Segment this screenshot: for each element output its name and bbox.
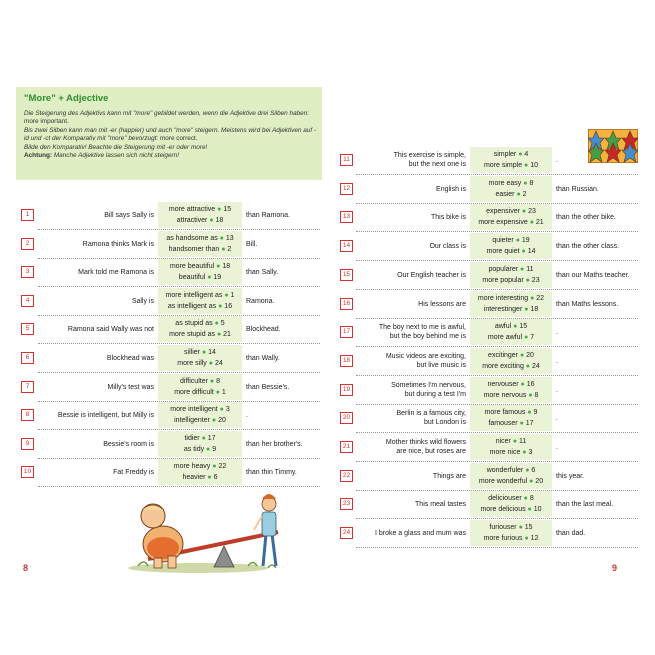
answer-options [470,319,552,345]
row-divider [356,346,638,347]
exercise-row [0,147,655,173]
row-divider [356,231,638,232]
answer-options [470,434,552,460]
option-2[interactable]: more expensive ● 21 [478,219,544,226]
sentence-ending: than Ramona. [246,211,290,219]
option-1[interactable]: awful ● 15 [494,323,528,330]
sentence-ending: than her brother's. [246,440,303,448]
answer-options [470,176,552,202]
exercise-number: 13 [340,211,353,223]
option-1-score: 23 [528,208,536,215]
option-1[interactable]: more easy ● 8 [488,180,534,187]
option-2[interactable]: more furious ● 12 [483,535,539,542]
option-1[interactable]: difficulter ● 8 [180,378,220,385]
option-2-score: 23 [531,277,540,284]
exercise-number: 4 [21,295,34,307]
sentence-ending: than Russian. [556,185,599,193]
option-1[interactable]: more interesting ● 22 [477,295,545,302]
option-2-score: 20 [218,417,226,424]
option-2-score: 19 [213,274,222,281]
option-2[interactable]: more quiet ● 14 [486,248,536,255]
sentence-ending: Blockhead. [246,325,281,333]
option-2-score: 1 [221,389,226,396]
option-1[interactable]: more intelligent as ● 1 [165,292,235,299]
option-1-score: 20 [526,352,534,359]
option-2[interactable]: famouser ● 17 [488,420,534,427]
sentence-text: Bessie's room is [103,440,154,448]
option-1[interactable]: quieter ● 19 [492,237,530,244]
sentence-text: Ramona thinks Mark is [82,240,154,248]
instruction-warning: Manche Adjektive lassen sich nicht steigern! [53,152,179,160]
row-divider [356,518,638,519]
option-2[interactable]: intelligenter ● 20 [174,417,226,424]
row-divider [356,375,638,376]
sentence-ending: than the other class. [556,242,620,250]
option-2[interactable]: easier ● 2 [495,191,527,198]
option-2-score: 17 [525,420,534,427]
option-2-score: 6 [213,474,218,481]
option-2[interactable]: more nice ● 3 [489,449,533,456]
option-2[interactable]: more silly ● 24 [177,360,223,367]
answer-options [470,463,552,489]
option-1-score: 6 [531,467,536,474]
option-1-score: 1 [230,292,235,299]
option-1-score: 18 [222,263,231,270]
exercise-number: 5 [21,323,34,335]
instruction-warning-label: Achtung: [24,152,53,160]
answer-options [470,233,552,259]
option-1-score: 14 [208,349,216,356]
option-2-score: 8 [534,392,539,399]
answer-options [470,348,552,374]
sentence-text: This bike is [430,213,466,221]
exercise-row [0,291,655,317]
instruction-line1: Die Steigerung des Adjektivs kann mit "more" gebildet werden, wenn die Adjektive drei Silben haben: [24,110,310,117]
option-2[interactable]: handsomer than ● 2 [168,246,232,253]
option-1-score: 11 [519,438,527,445]
option-2-score: 24 [214,360,223,367]
option-1[interactable]: more attractive ● 15 [168,206,232,213]
option-2-score: 2 [522,191,527,198]
row-divider [356,260,638,261]
exercise-number: 3 [21,266,34,278]
option-2[interactable]: more exciting ● 24 [482,363,540,370]
sentence-text: Fat Freddy is [113,468,154,476]
instruction-line2-example: more correct. [159,135,198,143]
exercise-row [0,204,655,230]
sentence-ending: than Maths lessons. [556,300,619,308]
sentence-text: This meal tastes [415,500,466,508]
page-number-right: 9 [612,563,618,573]
sentence-text: Sally is [131,297,154,305]
option-2[interactable]: as tidy ● 9 [183,446,217,453]
option-1[interactable]: furiouser ● 15 [489,524,533,531]
option-2-score: 21 [535,219,544,226]
exercise-number: 24 [340,527,353,539]
exercise-number: 17 [340,326,353,338]
exercise-number: 7 [21,381,34,393]
sentence-ending: than the last meal. [556,500,614,508]
option-2[interactable]: more popular ● 23 [482,277,540,284]
option-2[interactable]: attractiver ● 18 [176,217,224,224]
exercise-number: 18 [340,355,353,367]
exercise-number: 1 [21,209,34,221]
row-divider [356,547,638,548]
option-2-score: 21 [223,331,231,338]
sentence-text: Bessie is intelligent, but Milly is [57,411,154,419]
option-2-score: 9 [212,446,217,453]
option-1-score: 11 [526,266,534,273]
sentence-text: Blockhead was [106,354,154,362]
exercise-row [0,520,655,546]
row-divider [356,461,638,462]
sentence-ending: than Bessie's. [246,383,290,391]
sentence-text: His lessons are [418,300,466,308]
option-2-score: 7 [530,334,535,341]
option-2[interactable]: more wonderful ● 20 [478,478,544,485]
option-1-score: 9 [533,409,538,416]
option-2-score: 2 [227,246,232,253]
option-1[interactable]: popularer ● 11 [488,266,534,273]
sentence-text: Mark told me Ramona is [78,268,154,276]
option-2-score: 20 [535,478,544,485]
option-2[interactable]: more awful ● 7 [487,334,535,341]
exercise-number: 14 [340,240,353,252]
sentence-text: Sometimes I'm nervous, but during a test I'm [391,382,466,398]
option-1[interactable]: more intelligent ● 3 [170,406,230,413]
exercise-number: 20 [340,412,353,424]
option-2[interactable]: interestinger ● 18 [483,306,539,313]
option-2[interactable]: more stupid as ● 21 [169,331,231,338]
option-1[interactable]: more beautiful ● 18 [169,263,231,270]
exercise-row [0,176,655,202]
sentence-ending: Bill. [246,240,258,248]
option-1[interactable]: wonderfuler ● 6 [486,467,536,474]
exercise-row [0,262,655,288]
option-1[interactable]: sillier ● 14 [184,349,216,356]
option-1[interactable]: deliciouser ● 8 [488,495,534,502]
exercise-number: 16 [340,298,353,310]
option-2-score: 3 [528,449,533,456]
sentence-ending: . [556,414,558,422]
answer-options [470,204,552,230]
option-1[interactable]: as handsome as ● 13 [166,235,234,242]
option-1-score: 22 [218,463,227,470]
instruction-line3: Bilde den Komparativ! Beachte die Steigerung mit -er oder more! [24,143,208,151]
option-1[interactable]: nicer ● 11 [495,438,527,445]
sentence-ending: . [556,328,558,336]
exercise-number: 23 [340,498,353,510]
sentence-text: Our class is [429,242,466,250]
exercise-row [0,434,655,460]
option-2[interactable]: as intelligent as ● 16 [167,303,233,310]
row-divider [356,174,638,175]
sentence-ending: than Sally. [246,268,279,276]
answer-options [470,262,552,288]
exercise-number: 6 [21,352,34,364]
star-puzzle-icon [588,129,638,163]
exercise-number: 9 [21,438,34,450]
sentence-text: Our English teacher is [397,271,466,279]
option-2-score: 18 [530,306,539,313]
sentence-text: I broke a glass and mum was [374,529,466,537]
option-2-score: 14 [527,248,536,255]
exercise-number: 21 [340,441,353,453]
seesaw-illustration [118,484,288,576]
sentence-ending: than dad. [556,529,586,537]
exercise-row [0,491,655,517]
sentence-text: Ramona said Wally was not [67,325,154,333]
exercise-number: 10 [21,466,34,478]
option-1-score: 8 [216,378,220,385]
exercise-row [0,377,655,403]
exercise-row [0,348,655,374]
sentence-ending: . [556,156,558,164]
exercise-number: 11 [340,154,353,166]
sentence-ending: than the other bike. [556,213,616,221]
option-1[interactable]: tidier ● 17 [184,435,216,442]
option-1[interactable]: simpler ● 4 [493,151,529,158]
option-1[interactable]: nervouser ● 16 [487,381,535,388]
option-2[interactable]: beautiful ● 19 [178,274,222,281]
option-1-score: 15 [223,206,232,213]
option-2-score: 16 [224,303,233,310]
option-2-score: 24 [531,363,540,370]
option-1-score: 13 [225,235,234,242]
option-1-score: 8 [529,180,534,187]
sentence-text: Bill says Sally is [104,211,154,219]
page-number-left: 8 [23,563,29,573]
instruction-line1-example: more important. [24,118,69,126]
sentence-ending: than thin Timmy. [246,468,297,476]
option-1-score: 8 [529,495,534,502]
row-divider [356,289,638,290]
sentence-ending: . [556,357,558,365]
sentence-ending: this year. [556,472,585,480]
sentence-ending: . [246,411,248,419]
option-2-score: 10 [530,162,539,169]
option-1[interactable]: excitinger ● 20 [488,352,534,359]
sentence-text: Mother thinks wild flowers are nice, but roses are [385,439,466,455]
option-2[interactable]: heavier ● 6 [182,474,218,481]
exercise-number: 2 [21,238,34,250]
sentence-ending: than Wally. [246,354,280,362]
exercise-row [0,233,655,259]
sentence-ending: Ramona. [246,297,275,305]
option-2-score: 12 [530,535,539,542]
sentence-ending: . [556,386,558,394]
answer-options [470,405,552,431]
option-2[interactable]: more delicious ● 10 [480,506,542,513]
sentence-text: Berlin is a famous city, but London is [396,410,466,426]
exercise-number: 19 [340,384,353,396]
option-1-score: 3 [225,406,230,413]
option-1-score: 15 [524,524,533,531]
exercise-row [0,319,655,345]
exercise-number: 22 [340,470,353,482]
sentence-text: Things are [432,472,466,480]
option-2[interactable]: more nervous ● 8 [483,392,539,399]
option-1-score: 16 [526,381,535,388]
answer-options [470,491,552,517]
sentence-ending: than our Maths teacher. [556,271,630,279]
exercise-row [0,463,655,489]
exercise-row [0,405,655,431]
sentence-text: Milly's test was [107,383,154,391]
instruction-title: "More" + Adjective [24,93,109,104]
sentence-text: Music videos are exciting, but live music is [385,353,466,369]
option-2-score: 18 [215,217,224,224]
exercise-number: 12 [340,183,353,195]
sentence-text: The boy next to me is awful, but the boy behind me is [378,324,466,340]
answer-options [470,291,552,317]
option-2-score: 10 [533,506,542,513]
option-1-score: 22 [536,295,545,302]
answer-options [470,520,552,546]
sentence-ending: . [556,443,558,451]
option-1-score: 5 [220,320,225,327]
option-2[interactable]: more difficult ● 1 [174,389,226,396]
option-2[interactable]: more simple ● 10 [483,162,539,169]
sentence-text: This exercise is simple, but the next one is [393,152,466,168]
exercise-number: 15 [340,269,353,281]
sentence-text: English is [436,185,466,193]
option-1[interactable]: expensiver ● 23 [486,208,536,215]
option-1-score: 19 [521,237,530,244]
answer-options [470,377,552,403]
row-divider [356,432,638,433]
option-1-score: 15 [519,323,528,330]
exercise-number: 8 [21,409,34,421]
option-1-score: 17 [207,435,216,442]
instruction-line2: Bis zwei Silben kann man mit -er (happier) und auch "more" steigern. Meistens wird bei Adjektiven auf -id und -ct der Komparativ mit "more" bevorzugt: [24,126,317,143]
option-1[interactable]: more famous ● 9 [484,409,538,416]
answer-options [470,147,552,173]
option-1[interactable]: more heavy ● 22 [173,463,227,470]
option-1-score: 4 [524,151,529,158]
option-1[interactable]: as stupid as ● 5 [175,320,225,327]
